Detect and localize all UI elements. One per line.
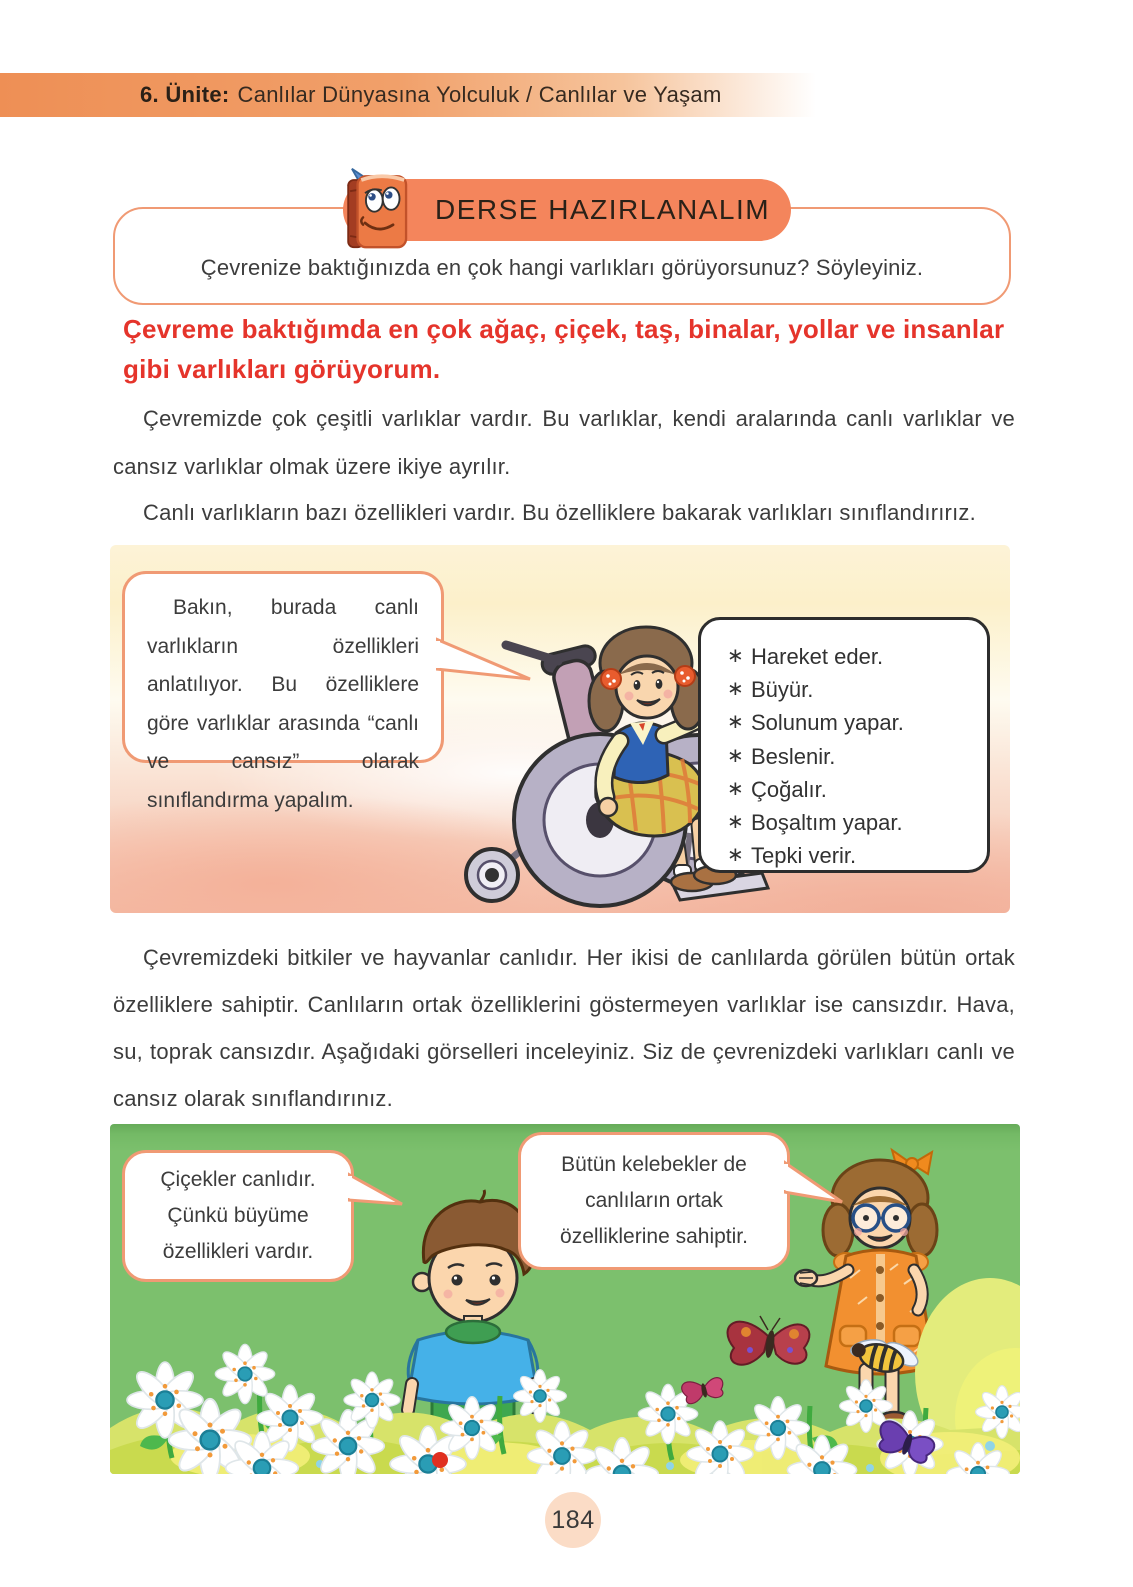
book-mascot-icon (337, 161, 421, 255)
trait-text: Solunum yapar. (751, 710, 904, 736)
trait-text: Tepki verir. (751, 843, 857, 869)
trait-text: Hareket eder. (751, 644, 884, 669)
speech-bubble-tail (348, 1170, 408, 1216)
trait-item (727, 673, 979, 706)
prep-badge-title: DERSE HAZIRLANALIM (435, 194, 771, 225)
trait-text: Beslenir. (751, 743, 836, 769)
asterisk-bullet-icon: ∗ (727, 811, 744, 834)
traits-box (698, 617, 990, 873)
asterisk-bullet-icon: ∗ (727, 645, 744, 667)
unit-title: Canlılar Dünyasına Yolculuk / Canlılar ve Yaşam (237, 82, 722, 107)
prep-section-box (113, 194, 1011, 305)
asterisk-bullet-icon: ∗ (727, 844, 744, 867)
paragraph-2: Canlı varlıkların bazı özellikleri vardır. Bu özelliklere bakarak varlıkları sınıflandırırız. (143, 500, 976, 525)
unit-header-bar (0, 73, 1133, 117)
bee-icon (845, 1329, 924, 1380)
trait-text: Boşaltım yapar. (751, 810, 903, 836)
speech-bubble-girl (518, 1132, 790, 1270)
speech-bubble-girl-text: Bütün kelebekler de canlıların ortak özelliklerine sahiptir. (560, 1153, 748, 1248)
paragraph-1: Çevremizde çok çeşitli varlıklar vardır. Bu varlıklar, kendi aralarında canlı varlıklar ve cansız varlıklar olmak üzere ikiye ayrılır. (113, 406, 1015, 479)
wheelchair-scene-panel (110, 545, 1010, 913)
asterisk-bullet-icon: ∗ (727, 711, 744, 734)
trait-text: Çoğalır. (751, 776, 827, 802)
asterisk-bullet-icon: ∗ (727, 678, 744, 701)
trait-item (727, 839, 979, 872)
answer-highlight: Çevreme baktığımda en çok ağaç, çiçek, taş, binalar, yollar ve insanlar gibi varlıkları görüyorum. (123, 314, 1005, 384)
unit-number-label: 6. Ünite: (140, 82, 230, 107)
trait-item (727, 740, 979, 773)
garden-scene-panel (110, 1124, 1020, 1474)
asterisk-bullet-icon: ∗ (727, 777, 744, 800)
trait-item (727, 773, 979, 806)
prep-badge (343, 179, 791, 241)
unit-header-text (0, 82, 722, 108)
red-butterfly-icon (728, 1316, 810, 1365)
small-butterfly-icon (681, 1375, 726, 1405)
flower-field-illustration (110, 1278, 1020, 1474)
speech-bubble-wheelchair-girl: Bakın, burada canlı varlıkların özellikleri anlatılıyor. Bu özelliklere göre varlıklar arasında “canlı ve cansız” olarak sınıflandırma yapalım. (122, 571, 444, 763)
speech-bubble-boy (122, 1150, 354, 1282)
speech-bubble-tail (784, 1158, 848, 1214)
asterisk-bullet-icon: ∗ (727, 744, 744, 767)
trait-item (727, 706, 979, 739)
speech-bubble-boy-text: Çiçekler canlıdır. Çünkü büyüme özellikleri vardır. (160, 1168, 316, 1263)
traits-list (727, 640, 979, 872)
trait-text: Büyür. (751, 677, 814, 703)
trait-item (727, 640, 979, 673)
prep-question: Çevrenize baktığınızda en çok hangi varlıkları görüyorsunuz? Söyleyiniz. (200, 255, 924, 280)
paragraph-3: Çevremizdeki bitkiler ve hayvanlar canlıdır. Her ikisi de canlılarda görülen bütün ortak özelliklere sahiptir. Canlıların ortak özelliklerini göstermeyen varlıklar ise cansızdır. Hava, su, toprak cansızdır. Aşağıdaki görselleri inceleyiniz. Siz de çevrenizdeki varlıkları canlı ve cansız olarak sınıflandırınız. (113, 945, 1015, 1111)
page-number-badge (545, 1492, 601, 1548)
page-number: 184 (551, 1505, 595, 1534)
trait-item (727, 806, 979, 839)
